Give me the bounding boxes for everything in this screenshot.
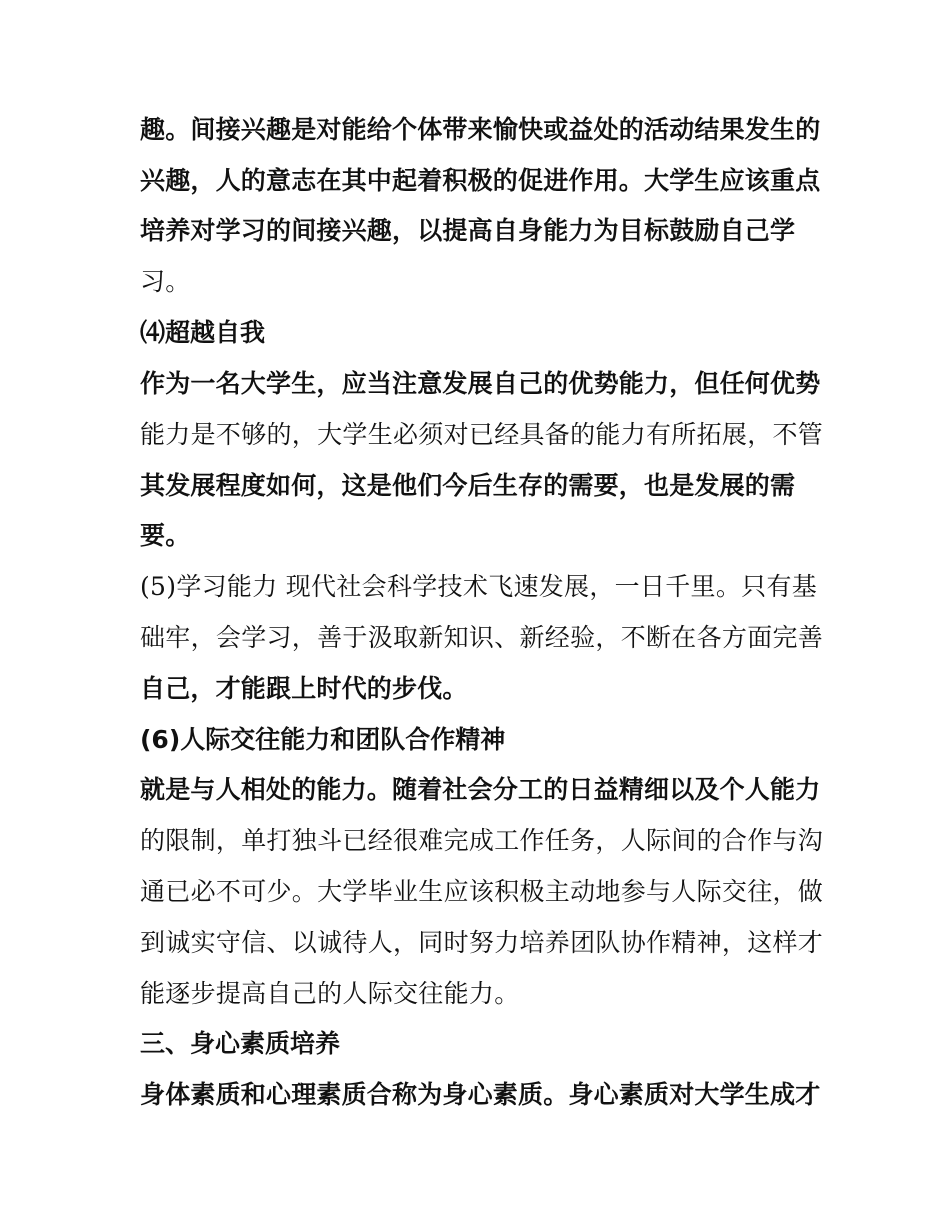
- section-heading-learning-ability: (5)学习能力 现代社会科学技术飞速发展，一日千里。只有基: [140, 572, 818, 601]
- paragraph-line: 作为一名大学生，应当注意发展自己的优势能力，但任何优势: [140, 369, 821, 398]
- paragraph-line: 自己，才能跟上时代的步伐。: [140, 674, 468, 703]
- paragraph-line: 通已必不可少。大学毕业生应该积极主动地参与人际交往，做: [140, 877, 824, 906]
- paragraph-line: 趣。间接兴趣是对能给个体带来愉快或益处的活动结果发生的: [140, 115, 821, 144]
- paragraph-line: 能逐步提高自己的人际交往能力。: [140, 979, 520, 1008]
- paragraph-line: 到诚实守信、以诚待人，同时努力培养团队协作精神，这样才: [140, 928, 824, 957]
- section-heading-mind-body: 三、身心素质培养: [140, 1029, 341, 1058]
- paragraph-line: 身体素质和心理素质合称为身心素质。身心素质对大学生成才: [140, 1080, 821, 1109]
- paragraph-line: 就是与人相处的能力。随着社会分工的日益精细以及个人能力: [140, 775, 821, 804]
- paragraph-line: 习。: [140, 267, 191, 296]
- paragraph-line: 要。: [140, 521, 191, 550]
- paragraph-line: 的限制，单打独斗已经很难完成工作任务，人际间的合作与沟: [140, 826, 824, 855]
- paragraph-line: 培养对学习的间接兴趣，以提高自身能力为目标鼓励自己学: [140, 216, 796, 245]
- section-heading-interpersonal: (6)人际交往能力和团队合作精神: [140, 725, 506, 754]
- paragraph-line: 其发展程度如何，这是他们今后生存的需要，也是发展的需: [140, 471, 796, 500]
- section-heading-self-transcendence: ⑷超越自我: [140, 318, 266, 347]
- paragraph-line: 能力是不够的，大学生必须对已经具备的能力有所拓展，不管: [140, 420, 824, 449]
- paragraph-line: 兴趣，人的意志在其中起着积极的促进作用。大学生应该重点: [140, 166, 821, 195]
- paragraph-line: 础牢，会学习，善于汲取新知识、新经验，不断在各方面完善: [140, 623, 824, 652]
